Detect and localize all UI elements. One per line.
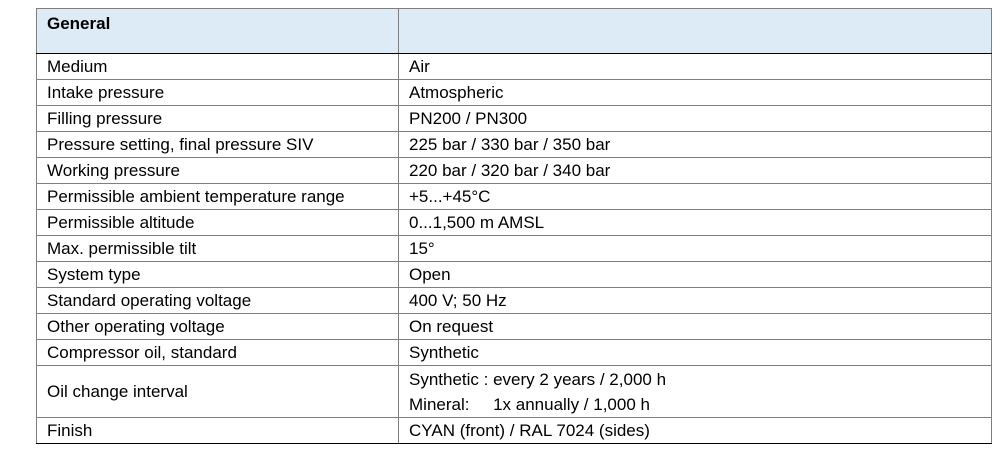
table-row xyxy=(37,210,992,236)
row-label: Other operating voltage xyxy=(37,314,399,340)
value-line-synthetic: Synthetic : every 2 years / 2,000 h xyxy=(409,369,667,389)
table-row xyxy=(37,314,992,340)
table-row xyxy=(37,288,992,314)
row-value: 0...1,500 m AMSL xyxy=(399,210,992,236)
row-value: CYAN (front) / RAL 7024 (sides) xyxy=(399,418,992,444)
row-label: Filling pressure xyxy=(37,106,399,132)
row-value: 225 bar / 330 bar / 350 bar xyxy=(399,132,992,158)
row-value: On request xyxy=(399,314,992,340)
row-label: Permissible altitude xyxy=(37,210,399,236)
header-empty-cell xyxy=(399,9,992,54)
row-label: Pressure setting, final pressure SIV xyxy=(37,132,399,158)
row-label: Compressor oil, standard xyxy=(37,340,399,366)
table-row xyxy=(37,158,992,184)
row-label: Medium xyxy=(37,54,399,80)
table-row xyxy=(37,132,992,158)
table-row xyxy=(37,418,992,444)
row-label: System type xyxy=(37,262,399,288)
row-value: Atmospheric xyxy=(399,80,992,106)
table-row xyxy=(37,366,992,418)
row-value: Air xyxy=(399,54,992,80)
row-value: 400 V; 50 Hz xyxy=(399,288,992,314)
row-label: Standard operating voltage xyxy=(37,288,399,314)
row-value: Synthetic xyxy=(399,340,992,366)
row-value: 220 bar / 320 bar / 340 bar xyxy=(399,158,992,184)
table-row xyxy=(37,236,992,262)
specifications-table xyxy=(36,8,992,444)
table-row xyxy=(37,106,992,132)
row-value-multiline xyxy=(399,366,992,418)
value-line-mineral: Mineral: 1x annually / 1,000 h xyxy=(409,394,650,414)
table-row xyxy=(37,54,992,80)
row-label: Intake pressure xyxy=(37,80,399,106)
row-label: Permissible ambient temperature range xyxy=(37,184,399,210)
row-value: +5...+45°C xyxy=(399,184,992,210)
row-label: Finish xyxy=(37,418,399,444)
row-label: Oil change interval xyxy=(37,366,399,418)
row-value: 15° xyxy=(399,236,992,262)
section-title: General xyxy=(37,9,399,54)
row-label: Max. permissible tilt xyxy=(37,236,399,262)
table-row xyxy=(37,80,992,106)
table-row xyxy=(37,340,992,366)
table-row xyxy=(37,262,992,288)
table-header-row xyxy=(37,9,992,54)
row-label: Working pressure xyxy=(37,158,399,184)
table-row xyxy=(37,184,992,210)
row-value: Open xyxy=(399,262,992,288)
row-value: PN200 / PN300 xyxy=(399,106,992,132)
